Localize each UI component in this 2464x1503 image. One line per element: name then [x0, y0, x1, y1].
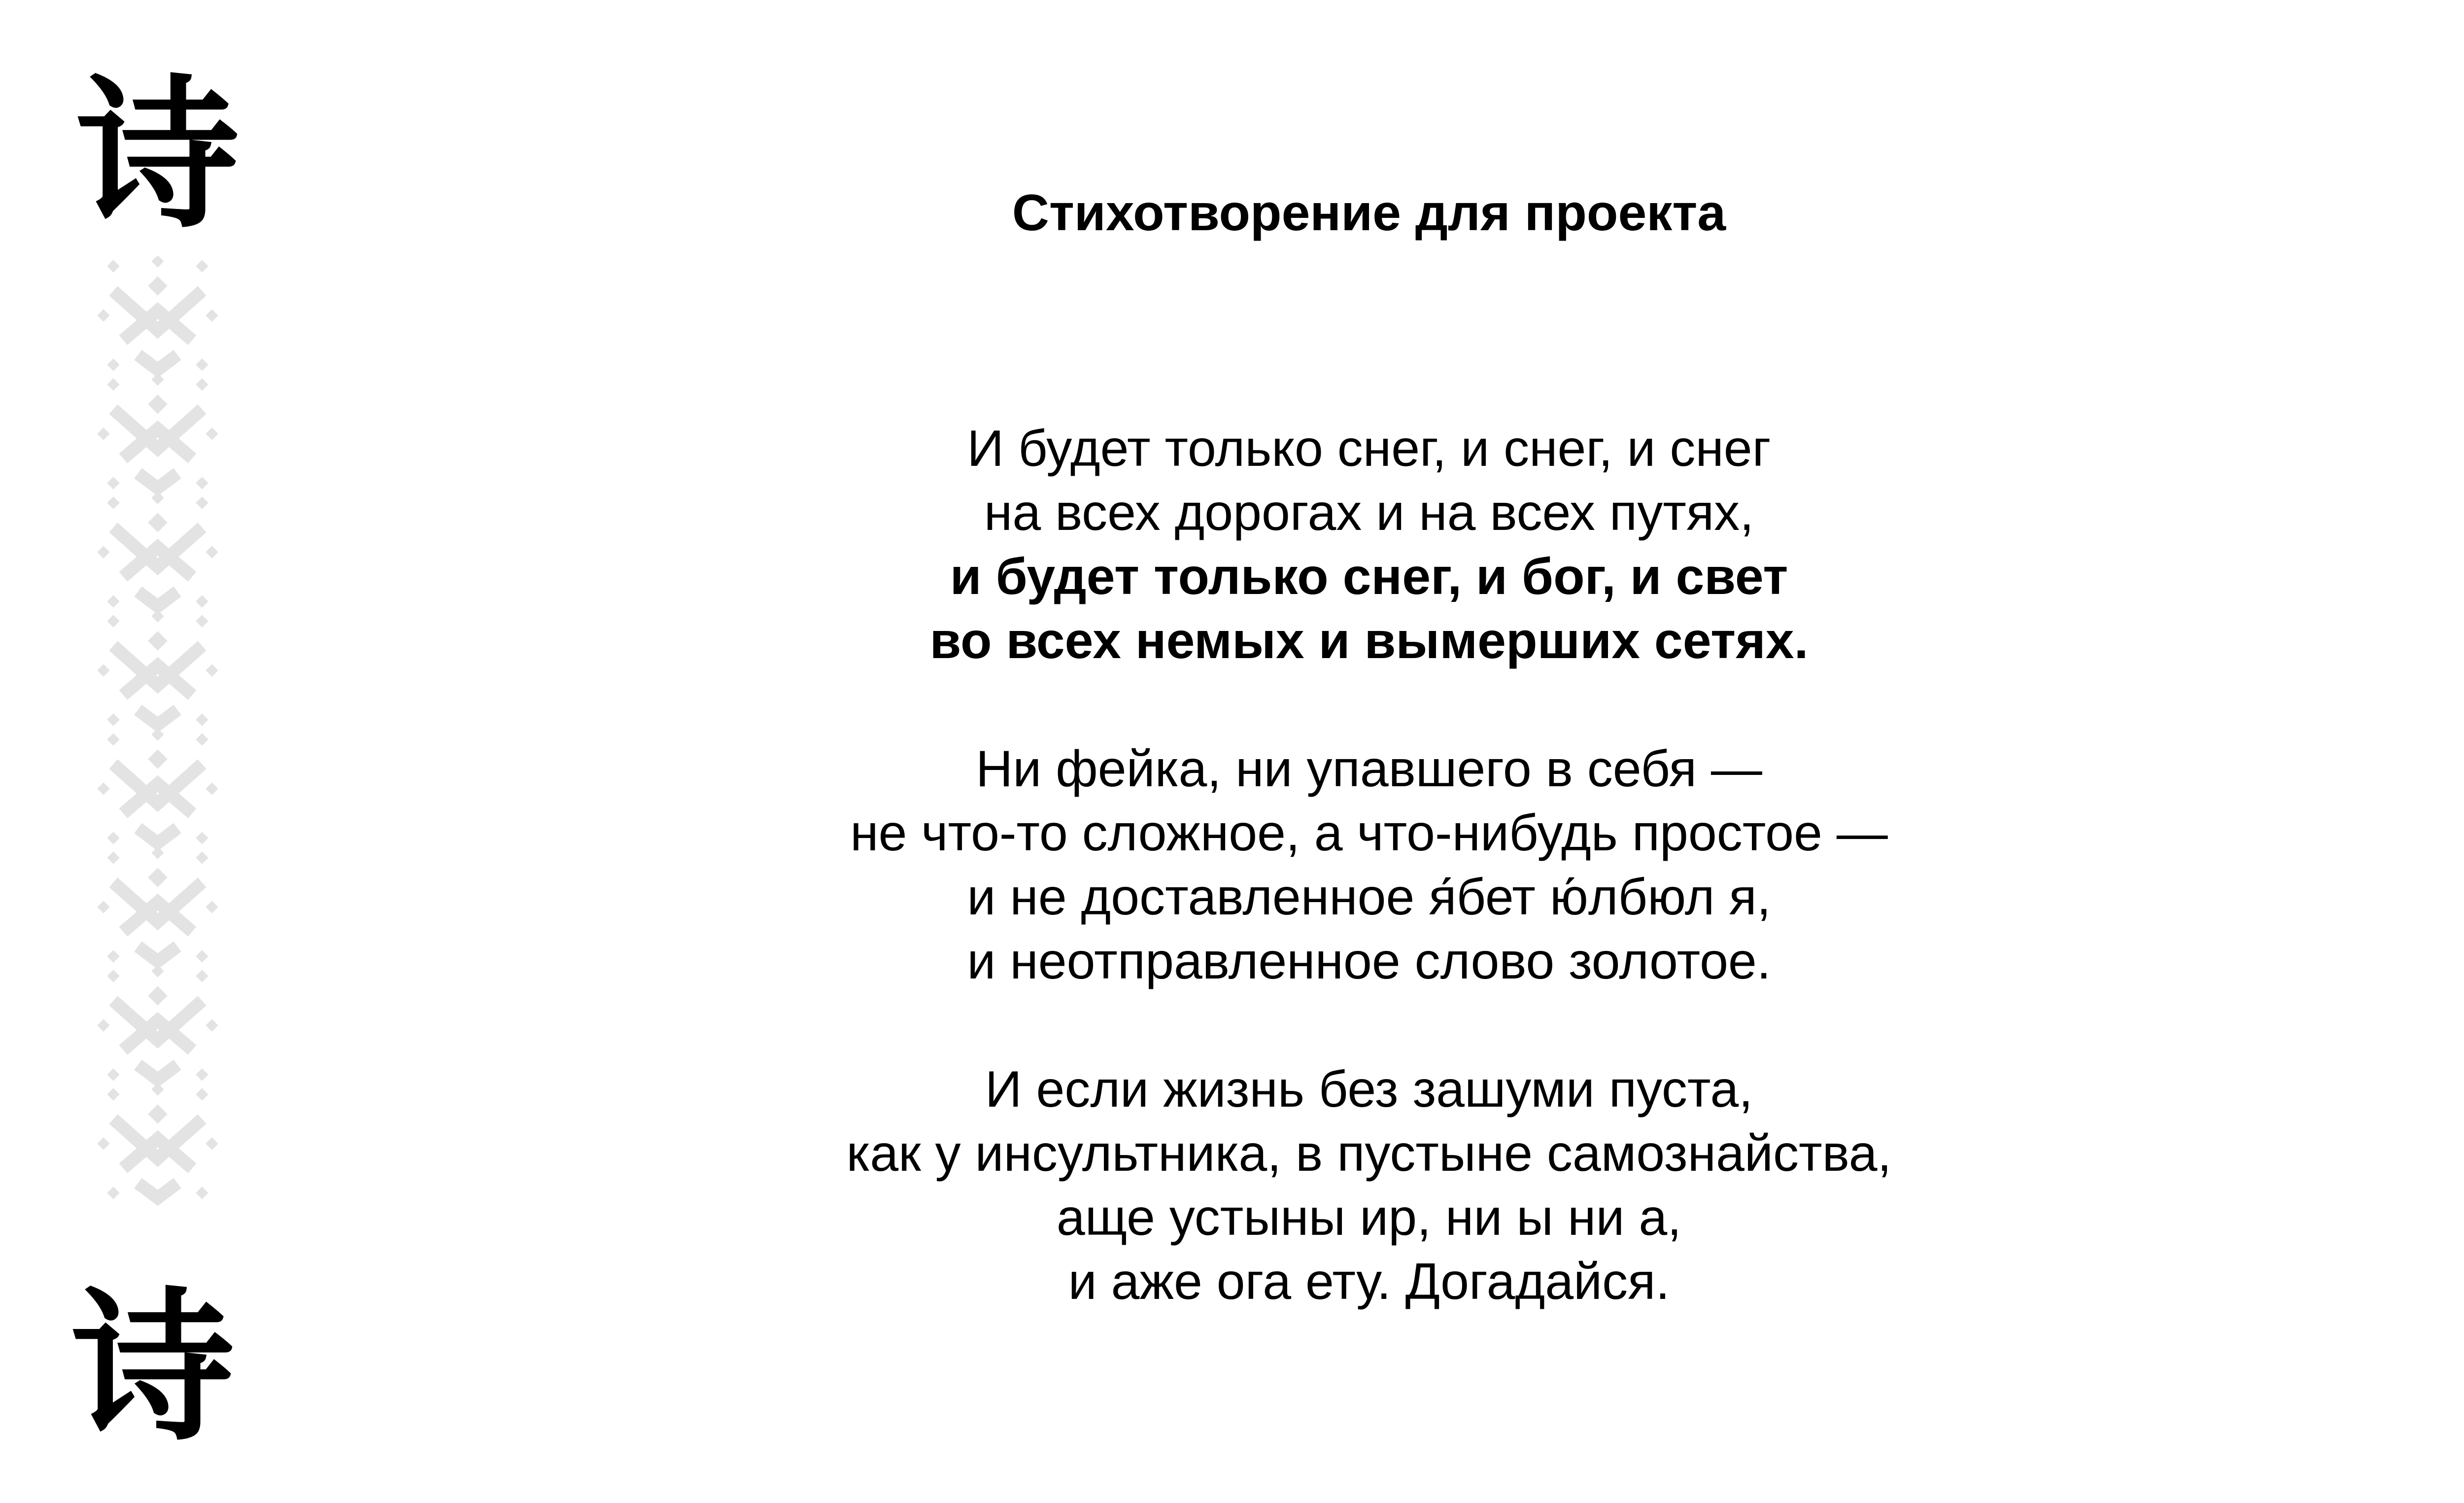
poem-glyph-icon-top-left: 诗: [76, 61, 239, 250]
poem-line: и неотправленное слово золотое.: [967, 933, 1771, 990]
stanza-2: [591, 737, 2147, 993]
poem-line: аще устыны ир, ни ы ни а,: [1056, 1189, 1682, 1246]
poem-line: как у инсультника, в пустыне самознайства,: [846, 1125, 1892, 1182]
poem-line: не что-то сложное, а что-нибудь простое —: [850, 804, 1888, 862]
stanza-1: [591, 417, 2147, 673]
poem-line: И будет только снег, и снег, и снег: [967, 420, 1771, 477]
stanza-3: [591, 1057, 2147, 1314]
poem-line: И если жизнь без зашуми пуста,: [985, 1061, 1753, 1118]
poem-line-bold: и будет только снег, и бог, и свет: [950, 548, 1788, 605]
page-title: Стихотворение для проекта: [1012, 184, 1726, 242]
folk-ornament-left-icon: [94, 256, 222, 1272]
poem-line: Ни фейка, ни упавшего в себя —: [976, 740, 1762, 798]
poem-line-bold: во всех немых и вымерших сетях.: [929, 612, 1809, 669]
poem-glyph-icon-bottom-left: 诗: [71, 1273, 234, 1463]
poem-body: [591, 417, 2147, 1314]
poem-line: и не доставленное я́бет ю́лбюл я,: [967, 869, 1771, 926]
poem-line: и аже ога ету. Догадайся.: [1068, 1253, 1670, 1310]
poem-line: на всех дорогах и на всех путях,: [984, 484, 1754, 541]
